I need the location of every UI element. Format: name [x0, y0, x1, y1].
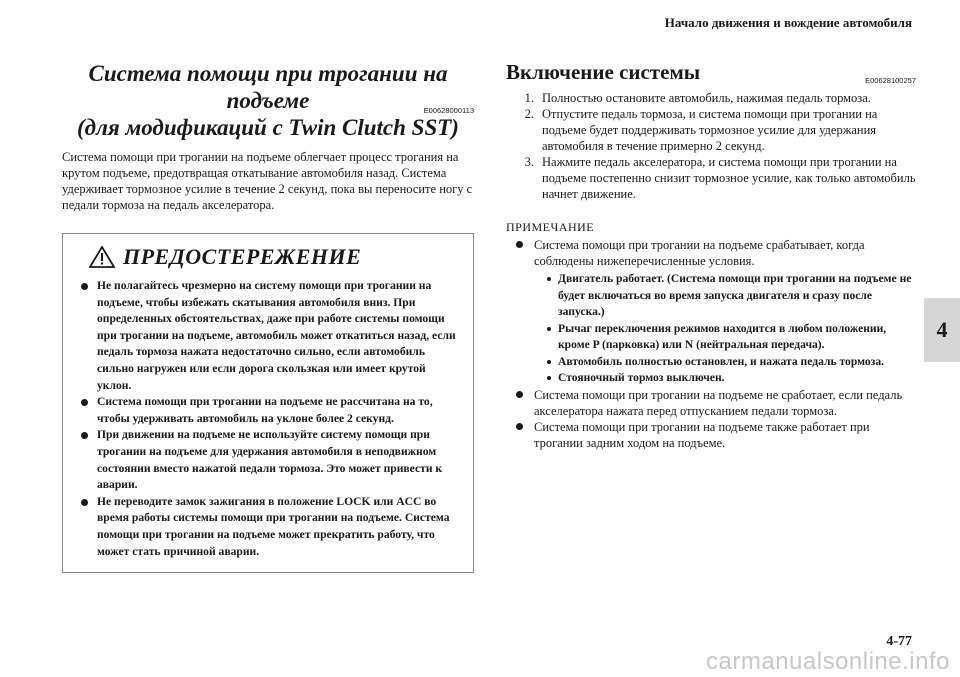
note-item — [506, 237, 916, 387]
condition-item: Автомобиль полностью остановлен, и нажата педаль тормоза. — [542, 354, 916, 371]
condition-item: Стояночный тормоз выключен. — [542, 370, 916, 387]
warning-header — [89, 244, 459, 270]
warning-list — [77, 278, 459, 560]
section-code: E00628000113 — [423, 106, 474, 115]
right-column — [506, 60, 916, 451]
step-item — [506, 154, 916, 202]
warning-box — [62, 233, 474, 573]
note-list — [506, 237, 916, 451]
warning-triangle-icon — [89, 246, 115, 268]
subsection-title: Включение системы — [506, 60, 701, 84]
note-item: Система помощи при трогании на подъеме не сработает, если педаль акселератора нажата перед отпусканием педали тормоза. — [506, 387, 916, 419]
section-title-line2: (для модификаций с Twin Clutch SST) — [77, 115, 459, 140]
left-column — [62, 60, 474, 573]
condition-item: Рычаг переключения режимов находится в любом положении, кроме P (парковка) или N (нейтральная передача). — [542, 321, 916, 354]
step-text: Нажмите педаль акселератора, и система помощи при трогании на подъеме постепенно снизит тормозное усилие, как только автомобиль начнет движение. — [542, 155, 916, 201]
section-title — [62, 60, 474, 141]
step-number: 3. — [524, 155, 534, 169]
page-number: 4-77 — [886, 634, 912, 649]
conditions-list — [534, 271, 916, 387]
note-label: ПРИМЕЧАНИЕ — [506, 220, 595, 234]
note-text: Система помощи при трогании на подъеме срабатывает, когда соблюдены нижеперечисленные условия. — [534, 238, 865, 268]
watermark: carmanualsonline.info — [706, 648, 950, 675]
step-text: Отпустите педаль тормоза, и система помощи при трогании на подъеме будет поддерживать тормозное усилие для удержания автомобиля в течение примерно 2 секунд. — [542, 107, 878, 153]
condition-item: Двигатель работает. (Система помощи при трогании на подъеме не будет включаться во время запуска двигателя и сразу после запуска.) — [542, 271, 916, 321]
warning-item: При движении на подъеме не используйте систему помощи при трогании на подъеме для удержания автомобиля в неподвижном состоянии вместо нажатой педали тормоза. Это может привести к аварии. — [77, 427, 459, 493]
step-number: 1. — [524, 91, 534, 105]
steps-list — [506, 90, 916, 202]
note-item: Система помощи при трогании на подъеме также работает при трогании задним ходом на подъеме. — [506, 419, 916, 451]
step-item — [506, 106, 916, 154]
section-title-line1: Система помощи при трогании на подъеме — [88, 61, 448, 113]
warning-item: Не переводите замок зажигания в положение LOCK или ACC во время работы системы помощи при трогании на подъеме. Система помощи при трогании на подъеме может прекратить работу, что может стать причиной аварии. — [77, 494, 459, 560]
warning-title: ПРЕДОСТЕРЕЖЕНИЕ — [123, 244, 362, 269]
step-number: 2. — [524, 107, 534, 121]
warning-item: Не полагайтесь чрезмерно на систему помощи при трогании на подъеме, чтобы избежать скатывания автомобиля вниз. При определенных обстоятельствах, даже при работе системы помощи при трогании на подъеме, автомобиль может откатиться назад, если педаль тормоза нажата недостаточно сильно, если автомобиль сильно нагружен или если дорога скользкая или имеет крутой уклон. — [77, 278, 459, 394]
running-header: Начало движения и вождение автомобиля — [664, 15, 912, 30]
chapter-tab: 4 — [924, 298, 960, 362]
step-text: Полностью остановите автомобиль, нажимая педаль тормоза. — [542, 91, 871, 105]
subsection-code: E00628100257 — [865, 76, 916, 85]
warning-item: Система помощи при трогании на подъеме не рассчитана на то, чтобы удерживать автомобиль на уклоне более 2 секунд. — [77, 394, 459, 427]
step-item — [506, 90, 916, 106]
intro-paragraph: Система помощи при трогании на подъеме облегчает процесс трогания на крутом подъеме, предотвращая откатывание автомобиля назад. Система удерживает тормозное усилие в течение 2 секунд, пока вы переносите ногу с педали тормоза на педаль акселератора. — [62, 150, 473, 212]
